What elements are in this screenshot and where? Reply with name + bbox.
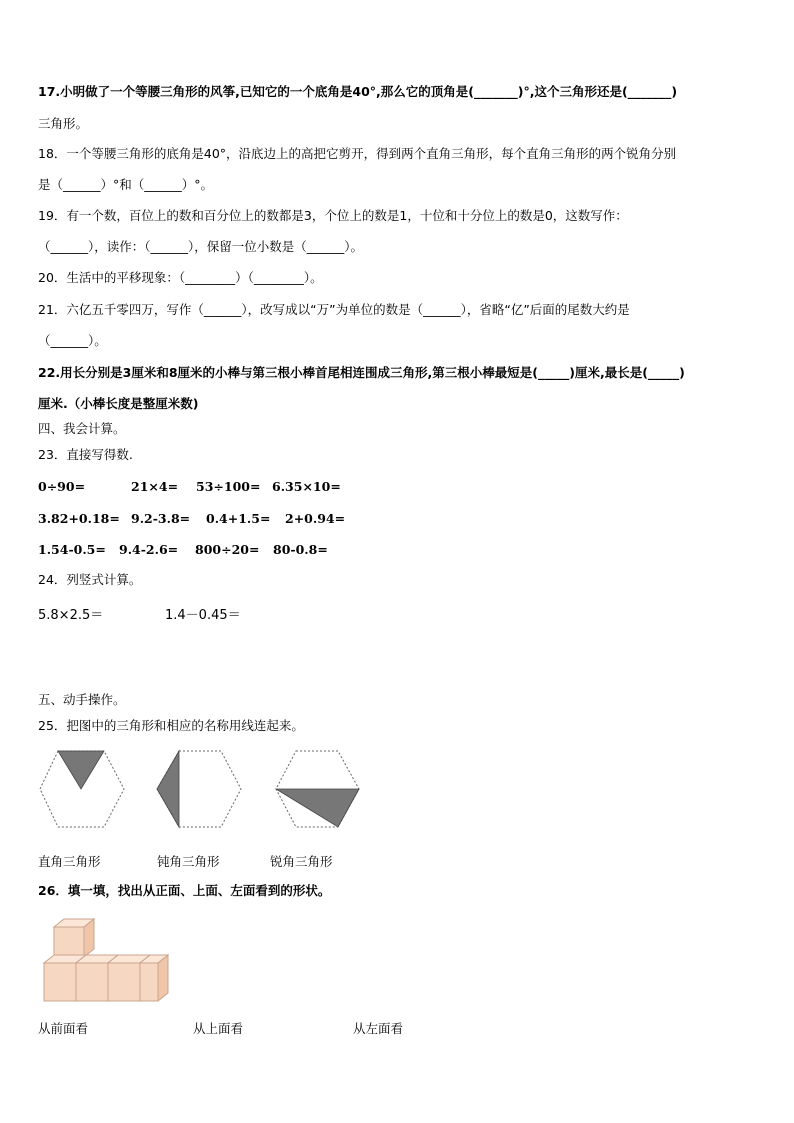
calc-item: 9.4-2.6= — [119, 542, 179, 557]
section4-heading: 四、我会计算。 — [38, 421, 126, 436]
q22-line2: 厘米.（小棒长度是整厘米数) — [38, 396, 199, 411]
q26-title: 26．填一填，找出从正面、上面、左面看到的形状。 — [38, 883, 331, 898]
calc-item: 800÷20= — [195, 542, 260, 557]
triangle-name-label: 锐角三角形 — [270, 854, 333, 869]
calc-item: 9.2-3.8= — [131, 511, 191, 526]
hexagon-figure-1 — [38, 749, 128, 829]
q22-line1: 22.用长分别是3厘米和8厘米的小棒与第三根小棒首尾相连围成三角形,第三根小棒最短是(_____)厘米,最长是(_____) — [38, 365, 685, 380]
q17-line1: 17.小明做了一个等腰三角形的风筝,已知它的一个底角是40°,那么它的顶角是(_______)°,这个三角形还是(_______) — [38, 84, 678, 99]
calc-item: 2+0.94= — [285, 511, 346, 526]
view-label-front: 从前面看 — [38, 1021, 89, 1036]
shaded-triangle — [276, 789, 359, 827]
q17-line2: 三角形。 — [38, 116, 89, 131]
view-label-left: 从左面看 — [353, 1021, 404, 1036]
vertical-calc-item: 5.8×2.5＝ — [38, 608, 104, 623]
section5-heading: 五、动手操作。 — [38, 692, 126, 707]
calc-item: 0÷90= — [38, 479, 86, 494]
calc-item: 80-0.8= — [273, 542, 328, 557]
q25-title: 25．把图中的三角形和相应的名称用线连起来。 — [38, 718, 304, 733]
vertical-calc-item: 1.4－0.45＝ — [165, 608, 241, 623]
hexagon-figure-2 — [155, 749, 245, 829]
calc-item: 21×4= — [131, 479, 179, 494]
cube-front-face — [108, 963, 140, 1001]
calc-item: 1.54-0.5= — [38, 542, 106, 557]
calc-item: 3.82+0.18= — [38, 511, 120, 526]
calc-item: 6.35×10= — [272, 479, 341, 494]
q23-title: 23．直接写得数. — [38, 447, 133, 462]
view-label-top: 从上面看 — [193, 1021, 244, 1036]
cube-front-face — [76, 963, 108, 1001]
q18-line2: 是（______）°和（______）°。 — [38, 177, 214, 192]
q24-title: 24．列竖式计算。 — [38, 572, 142, 587]
q19-line1: 19．有一个数，百位上的数和百分位上的数都是3，个位上的数是1，十位和十分位上的数是0，这数写作： — [38, 208, 628, 223]
cube-front-face — [54, 927, 84, 957]
triangle-name-label: 直角三角形 — [38, 854, 101, 869]
cube-front-face — [140, 963, 158, 1001]
hexagon-figure-3 — [274, 749, 364, 829]
q21-line2: （______）。 — [38, 333, 107, 348]
q19-line2: （______），读作：（______），保留一位小数是（______）。 — [38, 239, 364, 254]
shaded-triangle — [58, 751, 104, 789]
cube-side-face — [158, 955, 168, 1001]
q18-line1: 18．一个等腰三角形的底角是40°，沿底边上的高把它剪开，得到两个直角三角形，每个直角三角形的两个锐角分别 — [38, 146, 677, 161]
q21-line1: 21．六亿五千零四万，写作（______），改写成以“万”为单位的数是（______），省略“亿”后面的尾数大约是 — [38, 302, 630, 317]
shaded-triangle — [157, 751, 179, 827]
calc-item: 53÷100= — [196, 479, 261, 494]
cube-front-face — [44, 963, 76, 1001]
calc-item: 0.4+1.5= — [206, 511, 271, 526]
triangle-name-label: 钝角三角形 — [157, 854, 220, 869]
q20-line1: 20．生活中的平移现象：（________）（________）。 — [38, 270, 323, 285]
cube-stack-figure — [42, 917, 172, 1007]
